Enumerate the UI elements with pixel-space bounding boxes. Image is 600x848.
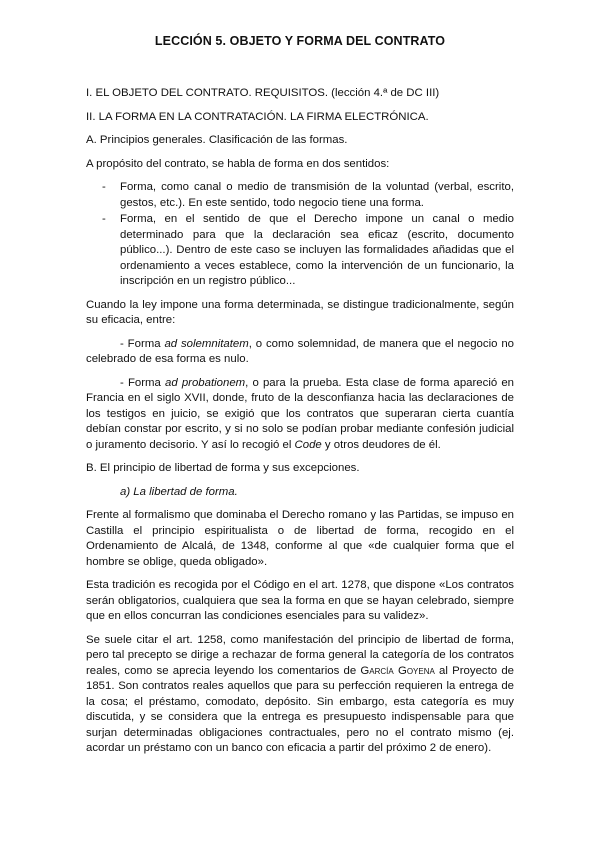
heading-objeto: I. EL OBJETO DEL CONTRATO. REQUISITOS. (lección 4.ª de DC III)	[86, 87, 440, 99]
heading-principios: A. Principios generales. Clasificación de las formas.	[86, 134, 348, 146]
paragraph-tradicion: Esta tradición es recogida por el Código en el art. 1278, que dispone «Los contratos serán obligatorios, cualquiera que sea la forma en que se hayan celebrado, siempre que en ellos concurran las condiciones esenciales para su validez».	[86, 579, 514, 622]
paragraph-eficacia: Cuando la ley impone una forma determinada, se distingue tradicionalmente, según su eficacia, entre:	[86, 298, 514, 326]
list-item: - Forma, como canal o medio de transmisión de la voluntad (verbal, escrito, gestos, etc.). En este sentido, todo negocio tiene una forma.	[120, 180, 514, 211]
paragraph-formalismo: Frente al formalismo que dominaba el Derecho romano y las Partidas, se impuso en Castilla el principio espiritualista o de libertad de forma, recogido en el Ordenamiento de Alcalá, de 1348, conforme al que «de cualquier forma que el hombre se oblige, queda obligado».	[86, 509, 514, 568]
author-name: García Goyena	[360, 664, 435, 677]
paragraph-art-1258: Se suele citar el art. 1258, como manifestación del principio de libertad de forma, pero tal precepto se dirige a rechazar de forma general la categoría de los contratos reales, como se aprecia leyendo los comentarios de García Goyena al Proyecto de 1851. Son contratos reales aquellos que para su perfección requieren la entrega de la cosa; el préstamo, comodato, depósito. Sin embargo, esta categoría es muy discutida, y se considera que la entrega es presupuesto indispensable para que surjan determinadas obligaciones contractuales, pero no el contrato mismo (ej. acordar un préstamo con un banco con eficacia a partir del próximo 2 de enero).	[86, 633, 514, 754]
latin-term: ad solemnitatem	[164, 337, 249, 350]
code-term: Code	[294, 438, 322, 451]
paragraph-solemnitatem: - Forma ad solemnitatem, o como solemnidad, de manera que el negocio no celebrado de esa forma es nulo.	[86, 337, 514, 365]
subheading-libertad: a) La libertad de forma.	[120, 485, 238, 498]
latin-term: ad probationem	[165, 376, 246, 389]
heading-libertad: B. El principio de libertad de forma y sus excepciones.	[86, 462, 360, 474]
heading-forma: II. LA FORMA EN LA CONTRATACIÓN. LA FIRMA ELECTRÓNICA.	[86, 110, 429, 123]
list-item: - Forma, en el sentido de que el Derecho impone un canal o medio determinado para que la declaración sea eficaz (escrito, documento público...). Dentro de este caso se incluyen las formalidades añadidas que el ordenamiento a veces establece, como la intervención de un funcionario, la inscripción en un registro público...	[120, 212, 514, 290]
forma-list	[86, 180, 514, 290]
paragraph-probationem: - Forma ad probationem, o para la prueba. Esta clase de forma apareció en Francia en el siglo XVII, donde, fruto de la desconfianza hacia las declaraciones de los testigos en juicio, se exigió que los contratos que superaran cierta cuantía debían constar por escrito, y si no solo se podían probar mediante confesión judicial o juramento decisorio. Y así lo recogió el Code y otros deudores de él.	[86, 376, 515, 451]
document-title: LECCIÓN 5. OBJETO Y FORMA DEL CONTRATO	[154, 34, 446, 48]
document-body	[86, 86, 514, 765]
intro-paragraph: A propósito del contrato, se habla de forma en dos sentidos:	[86, 157, 390, 170]
